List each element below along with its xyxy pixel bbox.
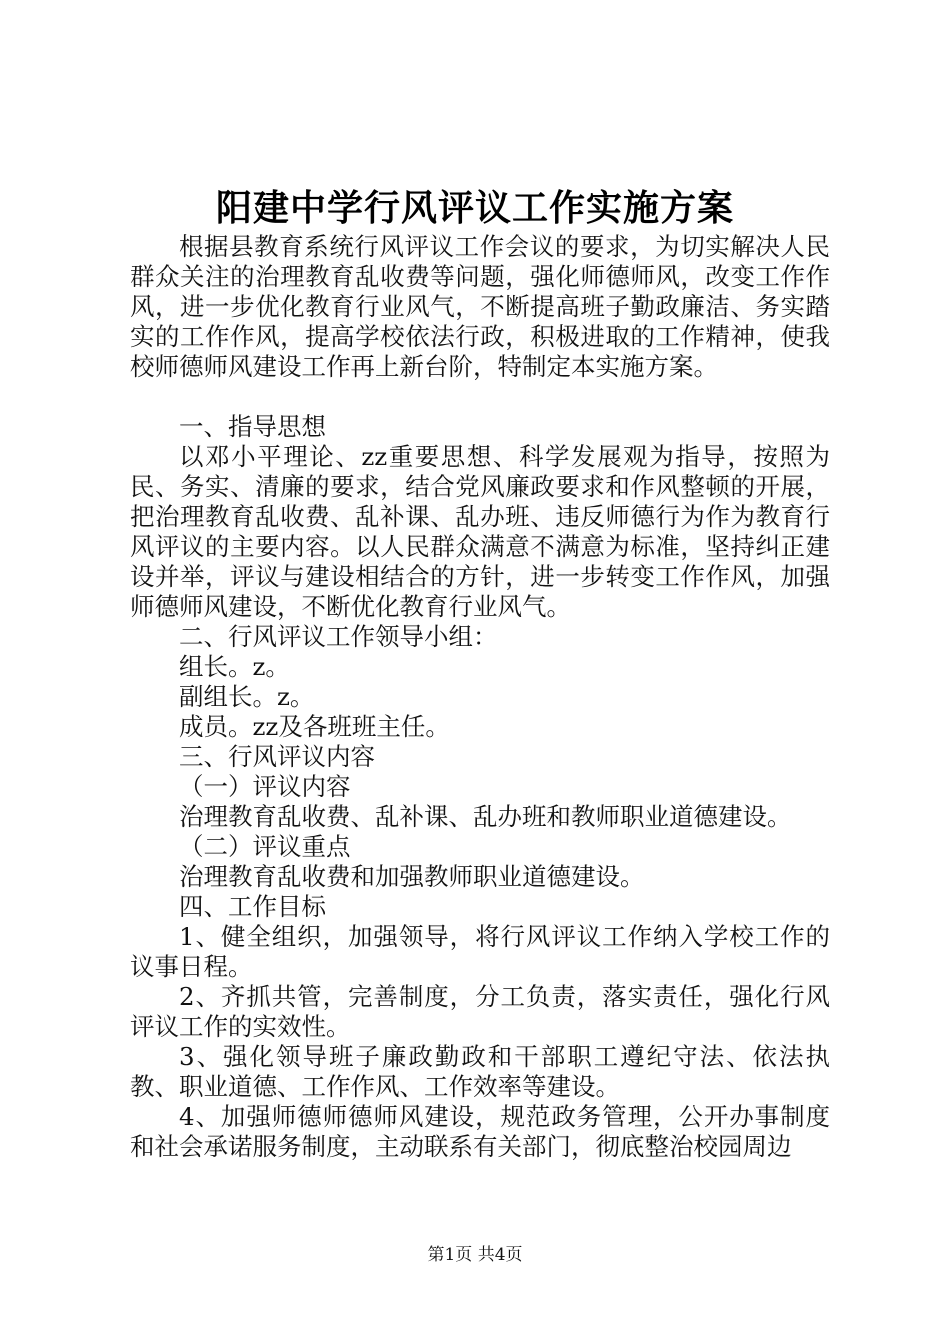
document-title: 阳建中学行风评议工作实施方案 [215, 187, 734, 229]
goal-item-4: 4、加强师德师德师风建设，规范政务管理，公开办事制度和社会承诺服务制度，主动联系有关部门，彻底整治校园周边 [130, 1102, 830, 1161]
document-body [130, 232, 830, 1162]
section-heading-guiding-ideology: 一、指导思想 [179, 412, 326, 441]
goal-item-2: 2、齐抓共管，完善制度，分工负责，落实责任，强化行风评议工作的实效性。 [130, 982, 830, 1041]
paragraph-evaluation-content: 治理教育乱收费、乱补课、乱办班和教师职业道德建设。 [179, 802, 792, 831]
group-leader-line: 组长。z。 [179, 652, 290, 681]
section-heading-work-goals: 四、工作目标 [179, 892, 326, 921]
goal-item-3: 3、强化领导班子廉政勤政和干部职工遵纪守法、依法执教、职业道德、工作作风、工作效率等建设。 [130, 1042, 830, 1101]
deputy-leader-line: 副组长。z。 [179, 682, 315, 711]
section-heading-evaluation-content: 三、行风评议内容 [179, 742, 375, 771]
page-footer: 第1页 共4页 [427, 1245, 523, 1265]
intro-paragraph: 根据县教育系统行风评议工作会议的要求，为切实解决人民群众关注的治理教育乱收费等问题，强化师德师风，改变工作作风，进一步优化教育行业风气，不断提高班子勤政廉洁、务实踏实的工作作风，提高学校依法行政，积极进取的工作精神，使我校师德师风建设工作再上新台阶，特制定本实施方案。 [130, 232, 830, 381]
members-line: 成员。zz及各班班主任。 [179, 712, 450, 741]
section-heading-leadership-group: 二、行风评议工作领导小组： [179, 622, 498, 651]
paragraph-evaluation-focus: 治理教育乱收费和加强教师职业道德建设。 [179, 862, 645, 891]
goal-item-1: 1、健全组织，加强领导，将行风评议工作纳入学校工作的议事日程。 [130, 922, 830, 981]
subheading-evaluation-content: （一）评议内容 [179, 772, 351, 801]
paragraph-guiding-ideology: 以邓小平理论、zz重要思想、科学发展观为指导，按照为民、务实、清廉的要求，结合党风廉政要求和作风整顿的开展，把治理教育乱收费、乱补课、乱办班、违反师德行为作为教育行风评议的主要内容。以人民群众满意不满意为标准，坚持纠正建设并举，评议与建设相结合的方针，进一步转变工作作风，加强师德师风建设，不断优化教育行业风气。 [130, 442, 830, 621]
subheading-evaluation-focus: （二）评议重点 [179, 832, 351, 861]
